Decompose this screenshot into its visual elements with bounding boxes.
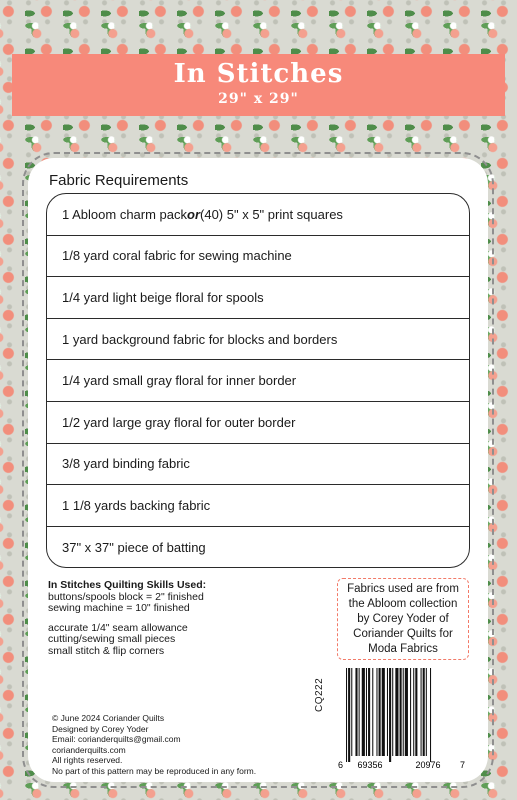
- requirement-row: [47, 194, 469, 236]
- barcode-bar: [376, 668, 377, 756]
- title-banner: [12, 54, 505, 116]
- skill-technique: cutting/sewing small pieces: [48, 633, 176, 645]
- barcode-digits-left: 69356: [357, 760, 383, 770]
- copyright-line: Designed by Corey Yoder: [52, 723, 149, 734]
- barcode-bar: [359, 668, 360, 756]
- skills-heading: In Stitches Quilting Skills Used:: [48, 579, 207, 591]
- requirement-row: 1 yard background fabric for blocks and borders: [47, 319, 469, 361]
- requirement-or-emphasis: or: [187, 206, 201, 222]
- barcode-bar: [426, 668, 427, 756]
- skill-finished-size: buttons/spools block = 2" finished: [48, 590, 204, 603]
- barcode-digit-last: 7: [460, 760, 466, 770]
- barcode-bar: [372, 668, 373, 756]
- barcode-bar: [368, 668, 370, 756]
- barcode-bar: [410, 668, 411, 756]
- requirement-row: 1/8 yard coral fabric for sewing machine: [47, 236, 469, 278]
- skills-section: [48, 580, 308, 657]
- copyright-line: All rights reserved.: [52, 755, 123, 766]
- barcode-bar: [362, 668, 365, 756]
- requirement-row: 37" x 37" piece of batting: [62, 540, 206, 556]
- product-code: CQ222: [314, 677, 325, 712]
- finished-size: 29" x 29": [218, 91, 299, 107]
- requirement-row: 1 1/8 yards backing fabric: [47, 485, 469, 527]
- barcode-bar: [382, 668, 385, 756]
- barcode-bar: [403, 668, 404, 756]
- notice-line: Fabrics used are from: [347, 583, 459, 595]
- pattern-title: In Stitches: [173, 59, 344, 89]
- requirement-text-start: 1 Abloom charm pack: [62, 206, 188, 222]
- barcode-bar: [355, 668, 357, 756]
- barcode-bar: [405, 668, 408, 756]
- requirement-row: 3/8 yard binding fabric: [47, 444, 469, 486]
- barcode-bar: [387, 668, 388, 756]
- copyright-line: © June 2024 Coriander Quilts: [52, 713, 165, 723]
- requirement-row: 1/2 yard large gray floral for outer border: [47, 402, 469, 444]
- barcode-digits-right: 20976: [415, 760, 441, 770]
- requirement-text-end: (40) 5" x 5" print squares: [200, 206, 343, 222]
- skill-finished-size: sewing machine = 10" finished: [48, 602, 190, 614]
- barcode-bar: [415, 668, 417, 756]
- notice-line: Coriander Quilts for: [353, 628, 453, 640]
- copyright-block: [52, 713, 312, 777]
- skill-technique: accurate 1/4" seam allowance: [48, 621, 188, 634]
- barcode-bar: [346, 668, 347, 762]
- barcode-bar: [392, 668, 393, 756]
- barcode-bar: [366, 668, 367, 756]
- copyright-line: Email: corianderquilts@gmail.com: [52, 734, 181, 745]
- barcode-bar: [400, 668, 402, 756]
- requirement-row: 1/4 yard small gray floral for inner border: [47, 360, 469, 402]
- notice-line: Moda Fabrics: [368, 643, 438, 655]
- requirement-row: 1/4 yard light beige floral for spools: [47, 277, 469, 319]
- fabric-requirements-heading: Fabric Requirements: [49, 172, 189, 189]
- skill-technique: small stitch & flip corners: [48, 644, 165, 657]
- barcode-bar: [351, 668, 352, 756]
- barcode-digit-first: 6: [338, 760, 344, 770]
- notice-line: the Abloom collection: [348, 598, 458, 610]
- fabric-requirements-list: [46, 193, 470, 568]
- barcode-bar: [421, 668, 422, 756]
- barcode-bar: [423, 668, 425, 756]
- copyright-line: corianderquilts.com: [52, 744, 126, 755]
- fabric-collection-notice: [337, 578, 469, 660]
- barcode-bar: [413, 668, 414, 756]
- notice-line: by Corey Yoder of: [357, 613, 449, 625]
- barcode-bar: [430, 668, 431, 762]
- barcode-bar: [395, 668, 398, 756]
- barcode-bar: [379, 668, 381, 756]
- upc-barcode: [336, 664, 468, 772]
- barcode-bar: [389, 668, 391, 762]
- copyright-line: No part of this pattern may be reproduced in any form.: [52, 765, 257, 776]
- barcode-bar: [348, 668, 350, 762]
